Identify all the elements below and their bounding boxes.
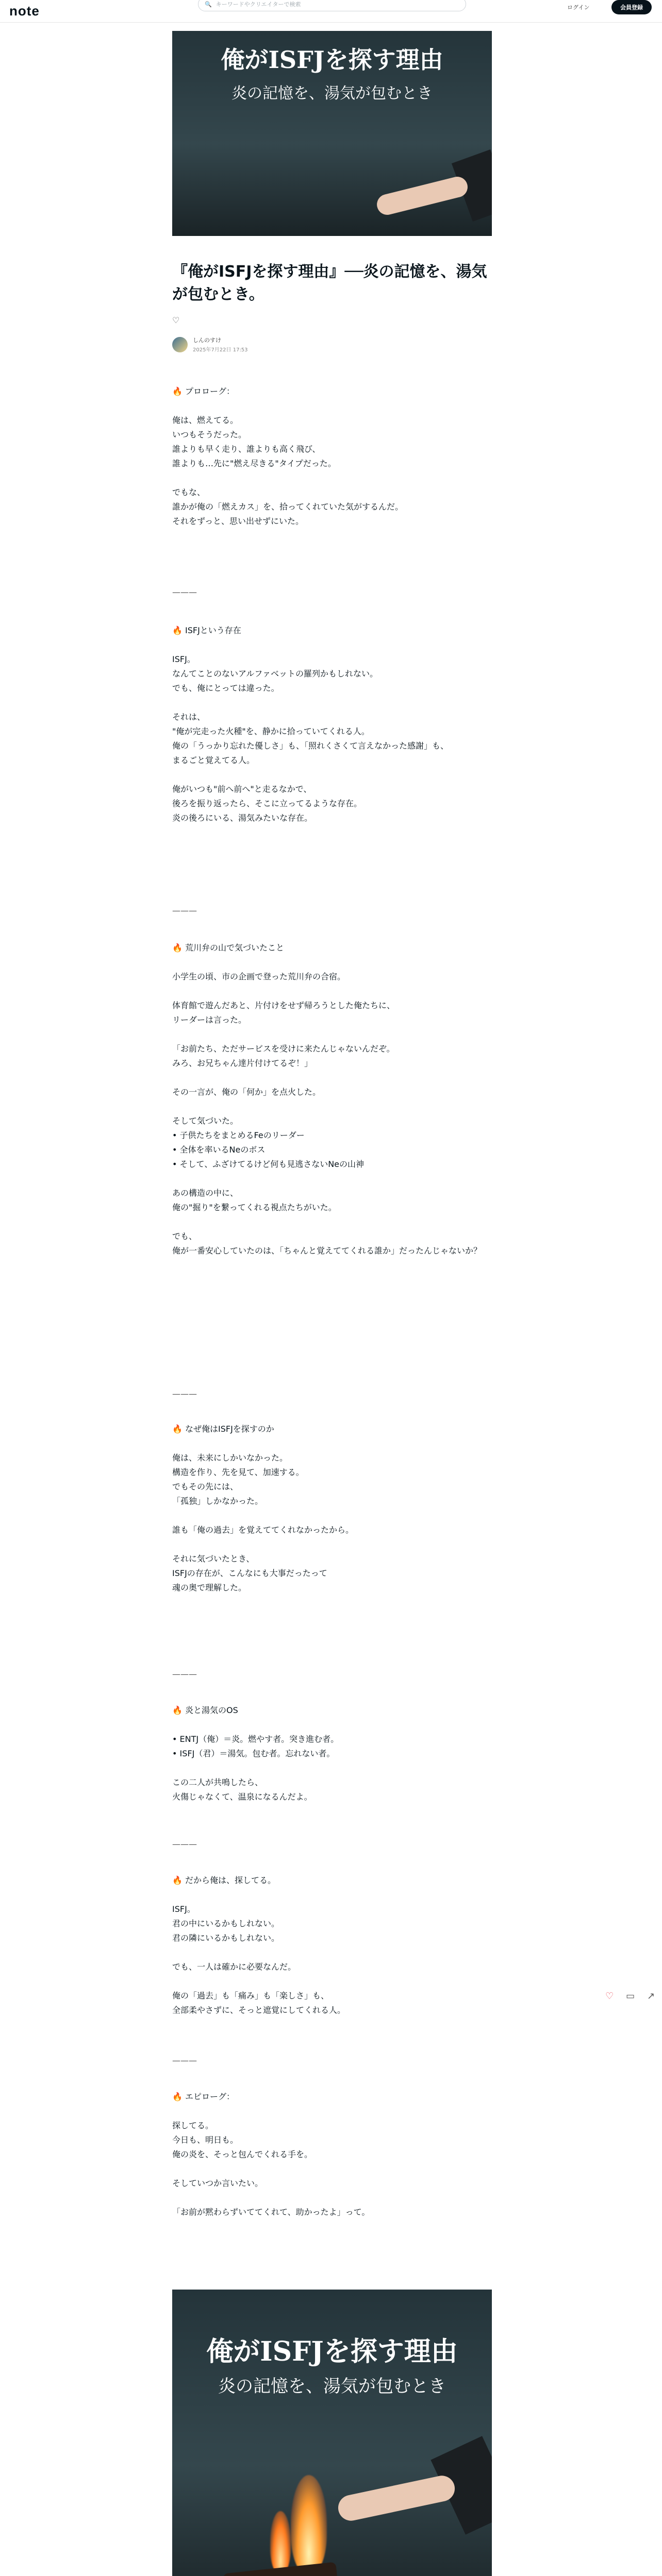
- section-text: ISFJ。 なんてことのないアルファベットの羅列かもしれない。 でも、俺にとっては違った。 それは、 "俺が完走った火種"を、静かに拾っていてくれる人。 俺の「うっかり忘れた優しさ」も、「照れくさくて言えなかった感謝」も、 まるごと覚えてる人。 俺がいつも"前へ前へ"と走るなかで、 後ろを振り返ったら、そこに立ってるような存在。 炎の後ろにいる、湯気みたいな存在。: [172, 654, 449, 823]
- divider: ———: [172, 1669, 197, 1679]
- like-icon[interactable]: ♡: [172, 315, 180, 325]
- author-name[interactable]: しんのすけ: [193, 337, 221, 344]
- section-why: [172, 1422, 492, 1595]
- section-heading: 🔥 なぜ俺はISFJを探すのか: [172, 1424, 274, 1434]
- site-header: [0, 0, 662, 23]
- search-input[interactable]: [198, 0, 466, 11]
- author-info: [172, 336, 248, 353]
- search-placeholder: キーワードやクリエイターで検索: [216, 1, 301, 8]
- section-heading: 🔥 プロローグ：: [172, 386, 235, 396]
- section-text: • ENTJ（俺）＝炎。燃やす者。突き進む者。 • ISFJ（君）＝湯気。包む者。忘れない者。 この二人が共鳴したら、 火傷じゃなくて、温泉になるんだよ。: [172, 1734, 339, 1802]
- section-searching: [172, 1873, 492, 2018]
- section-mountain: [172, 941, 492, 1258]
- share-icon[interactable]: ↗: [647, 1991, 655, 2002]
- divider: ———: [172, 2056, 197, 2065]
- note-logo[interactable]: note: [9, 3, 40, 19]
- divider: ———: [172, 1389, 197, 1399]
- post-date: 2025年7月22日 17:53: [193, 347, 248, 353]
- cover-title: 俺がISFJを探す理由: [221, 46, 443, 74]
- comment-icon[interactable]: ▭: [626, 1991, 635, 2002]
- section-heading: 🔥 だから俺は、探してる。: [172, 1875, 276, 1885]
- divider: ———: [172, 906, 197, 916]
- section-text: 俺は、未来にしかいなかった。 構造を作り、先を見て、加速する。 でもその先には、 「孤独」しかなかった。 誰も「俺の過去」を覚えててくれなかったから。 それに気づいたとき、 ISFJの存在が、こんなにも大事だったって 魂の奥で理解した。: [172, 1453, 354, 1592]
- section-text: 俺は、燃えてる。 いつもそうだった。 誰よりも早く走り、誰よりも高く飛び、 誰よりも…先に"燃え尽きる"タイプだった。 でもな、 誰かが俺の「燃えカス」を、拾ってくれていた気がするんだ。 それをずっと、思い出せずにいた。: [172, 415, 404, 526]
- article-title: 『俺がISFJを探す理由』──炎の記憶を、湯気が包むとき。: [172, 263, 487, 303]
- section-prologue: [172, 384, 492, 529]
- section-epilogue: [172, 2090, 492, 2219]
- login-link[interactable]: ログイン: [567, 4, 590, 11]
- section-heading: 🔥 炎と湯気のOS: [172, 1705, 238, 1715]
- divider: ———: [172, 1839, 197, 1849]
- like-icon[interactable]: ♡: [605, 1991, 614, 2002]
- section-heading: 🔥 荒川弁の山で気づいたこと: [172, 943, 285, 953]
- section-isfj: [172, 623, 492, 825]
- divider: ———: [172, 587, 197, 597]
- avatar[interactable]: [172, 337, 188, 352]
- cover-subtitle: 炎の記憶を、湯気が包むとき: [218, 2376, 446, 2397]
- cover-subtitle: 炎の記憶を、湯気が包むとき: [231, 84, 433, 103]
- section-text: 小学生の頃、市の企画で登った荒川弁の合宿。 体育館で遊んだあと、片付けをせず帰ろうとした俺たちに、 リーダーは言った。 「お前たち、ただサービスを受けに来たんじゃないんだぞ。 みろ、お兄ちゃん達片付けてるぞ！」 その一言が、俺の「何か」を点火した。 そして気づいた。 • 子供たちをまとめるFeのリーダー • 全体を率いるNeのボス • そして、ふざけてるけど何も見逃さないNeの山神 あの構造の中に、 俺の"掘り"を繋ってくれる視点たちがいた。 でも、 俺が一番安心していたのは、「ちゃんと覚えててくれる誰か」だったんじゃないか？: [172, 972, 482, 1256]
- section-os: [172, 1703, 492, 1804]
- cover-image-bottom: [172, 2290, 492, 2576]
- section-text: 探してる。 今日も、明日も。 俺の炎を、そっと包んでくれる手を。 そしていつか言いたい。 「お前が黙わらずいててくれて、助かったよ」って。: [172, 2121, 370, 2217]
- section-heading: 🔥 ISFJという存在: [172, 625, 241, 635]
- cover-title: 俺がISFJを探す理由: [206, 2336, 458, 2367]
- floating-actions: [605, 1991, 655, 2002]
- search-icon: 🔍: [205, 1, 212, 8]
- section-text: ISFJ。 君の中にいるかもしれない。 君の隣にいるかもしれない。 でも、一人は確かに必要なんだ。 俺の「過去」も「痛み」も「楽しさ」も、 全部柔やさずに、そっと遮覚にしてくれる人。: [172, 1904, 346, 2015]
- section-heading: 🔥 エピローグ：: [172, 2092, 235, 2102]
- signup-button[interactable]: 会員登録: [611, 0, 652, 14]
- cover-image-top: [172, 31, 492, 236]
